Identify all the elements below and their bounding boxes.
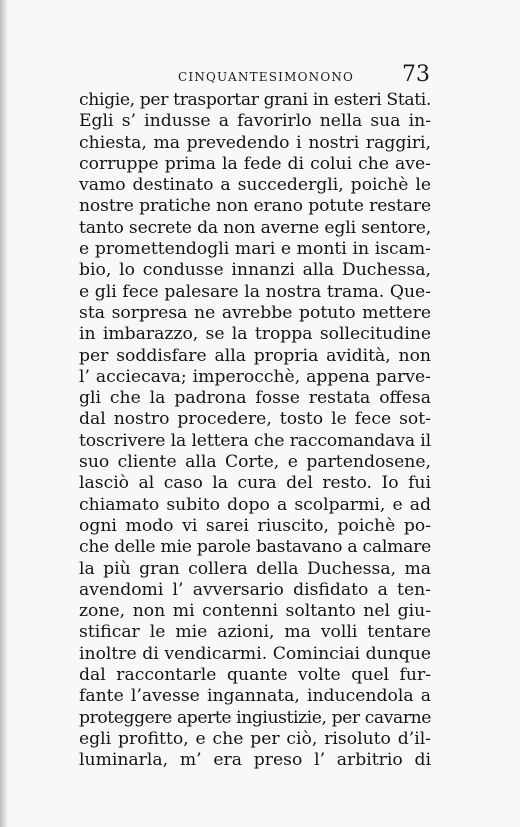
text-line: Egli s’ indusse a favorirlo nella sua in- (79, 111, 431, 132)
text-line: l’ acciecava; imperocchè, appena parve- (79, 366, 431, 387)
text-line: dal nostro procedere, tosto le fece sot- (79, 409, 431, 430)
text-line: dal raccontarle quante volte quel fur- (79, 665, 431, 686)
text-line: toscrivere la lettera che raccomandava il (79, 430, 431, 451)
text-line: tanto secrete da non averne egli sentore, (79, 217, 431, 238)
body-text (79, 90, 431, 772)
text-line: zone, non mi contenni soltanto nel giu- (79, 601, 431, 622)
text-line: sta sorpresa ne avrebbe potuto mettere (79, 302, 431, 323)
text-line: lasciò al caso la cura del resto. Io fui (79, 473, 431, 494)
text-line: e gli fece palesare la nostra trama. Que- (79, 281, 431, 302)
text-line: e promettendogli mari e monti in iscam- (79, 239, 431, 260)
text-line: per soddisfare alla propria avidità, non (79, 345, 431, 366)
text-line: proteggere aperte ingiustizie, per cavarne (79, 707, 431, 728)
text-line: suo cliente alla Corte, e partendosene, (79, 452, 431, 473)
text-line: nostre pratiche non erano potute restare (79, 196, 431, 217)
text-line: bio, lo condusse innanzi alla Duchessa, (79, 260, 431, 281)
text-line: chiamato subito dopo a scolparmi, e ad (79, 494, 431, 515)
text-line: egli profitto, e che per ciò, risoluto d’il- (79, 728, 431, 749)
text-line: inoltre di vendicarmi. Cominciai dunque (79, 643, 431, 664)
text-line: ogni modo vi sarei riuscito, poichè po- (79, 515, 431, 536)
text-line: in imbarazzo, se la troppa sollecitudine (79, 324, 431, 345)
text-line: stificar le mie azioni, ma volli tentare (79, 622, 431, 643)
text-line: chigie, per trasportar grani in esteri Stati. (79, 90, 431, 110)
text-line: che delle mie parole bastavano a calmare (79, 537, 431, 558)
text-line: luminarla, m’ era preso l’ arbitrio di (79, 750, 431, 771)
text-line: fante l’avesse ingannata, inducendola a (79, 686, 431, 707)
text-line: vamo destinato a succedergli, poichè le (79, 175, 431, 196)
text-line: chiesta, ma prevedendo i nostri raggiri, (79, 132, 431, 153)
text-line: corruppe prima la fede di colui che ave- (79, 153, 431, 174)
text-line: gli che la padrona fosse restata offesa (79, 388, 431, 409)
running-head: CINQUANTESIMONONO (178, 70, 355, 84)
page-gutter-shadow (0, 0, 8, 827)
text-line: la più gran collera della Duchessa, ma (79, 558, 431, 579)
text-line: avendomi l’ avversario disfidato a ten- (79, 579, 431, 600)
page-number: 73 (402, 62, 430, 87)
